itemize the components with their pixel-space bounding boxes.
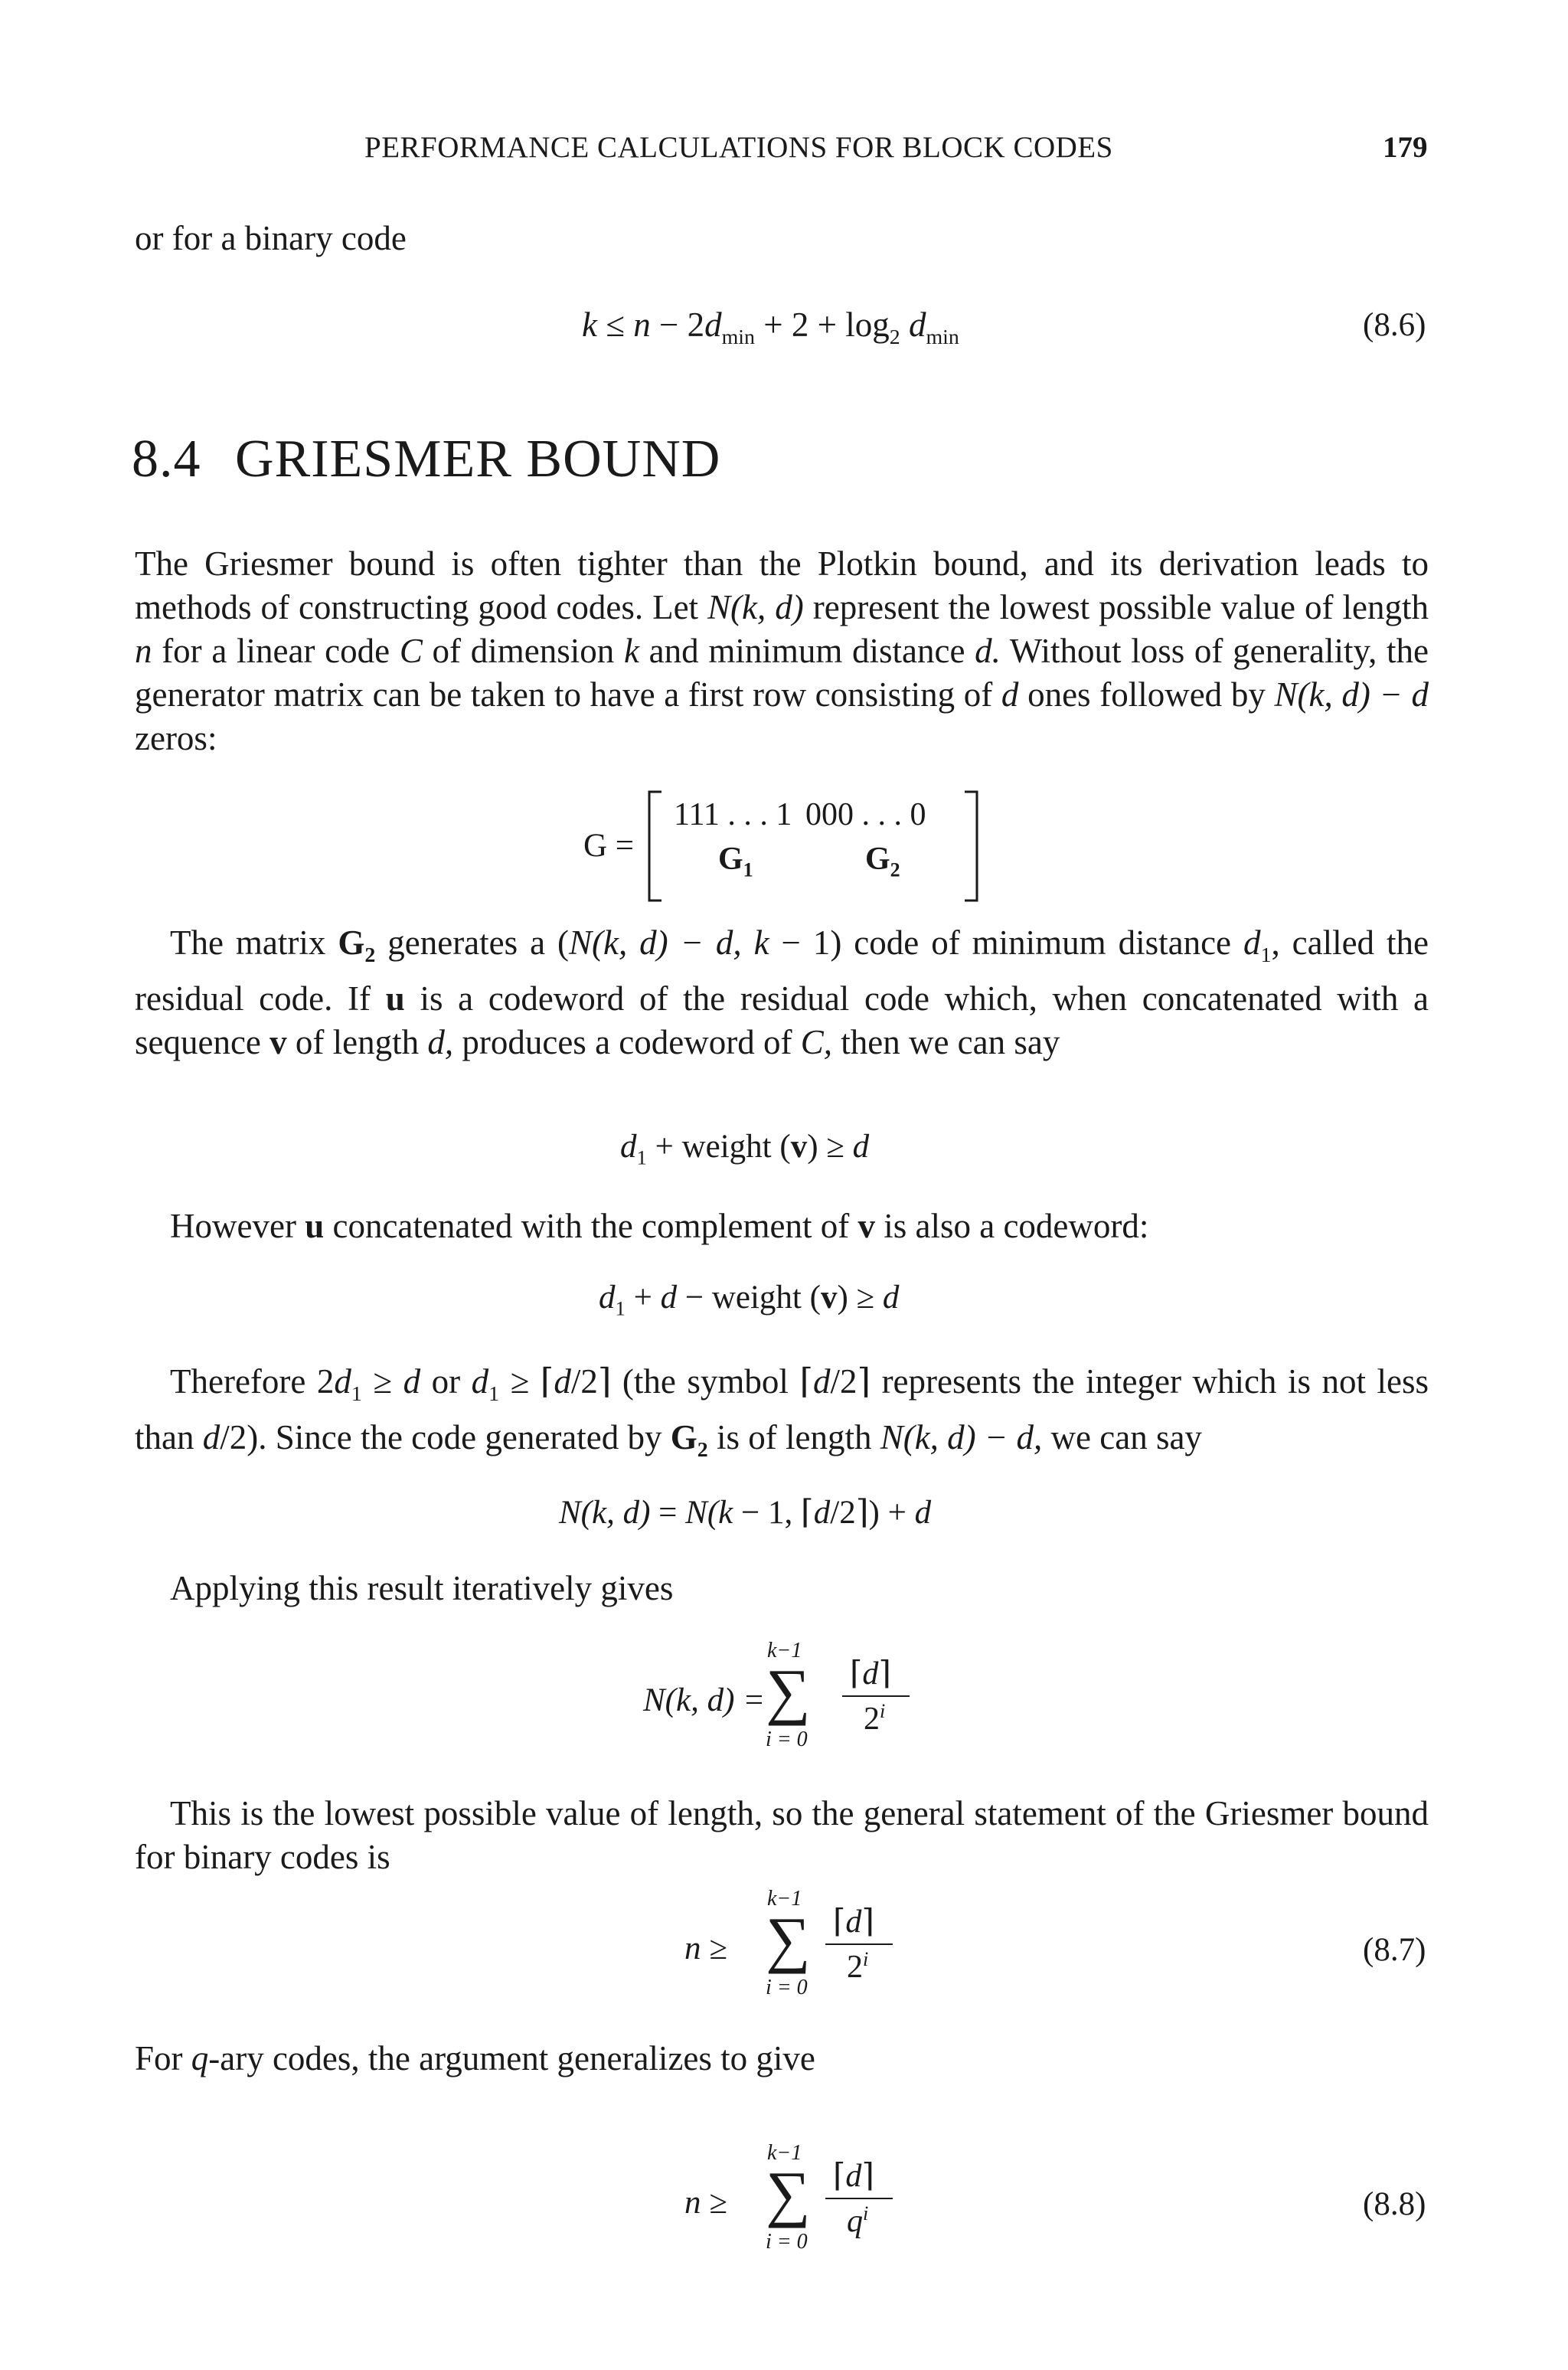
eq87-denominator: 2$^i$: [847, 1948, 869, 1985]
intro-line: or for a binary code: [135, 219, 407, 257]
fraction-bar: [842, 1695, 910, 1697]
applying-line: Applying this result iteratively gives: [170, 1569, 674, 1607]
paragraph-5: This is the lowest possible value of length, so the general statement of the Griesmer bound for binary codes is: [135, 1794, 1429, 1876]
fraction-bar: [825, 2198, 893, 2199]
fraction-bar: [825, 1943, 893, 1945]
matrix-row2-col2: $G_2$: [865, 842, 900, 881]
section-number: 8.4: [132, 430, 201, 489]
equation-number-8-7: (8.7): [1363, 1932, 1426, 1968]
running-header: PERFORMANCE CALCULATIONS FOR BLOCK CODES: [364, 131, 1113, 164]
sigma-symbol: ∑: [766, 1656, 811, 1726]
sum1-lower-limit: i = 0: [766, 1728, 808, 1751]
eq87-lhs: n ≥: [684, 1930, 727, 1966]
recurrence-equation: N(k, d) = N(k − 1, ⌈d/2⌉) + d: [559, 1495, 932, 1531]
eq87-numerator: ⌈d⌉: [833, 1904, 874, 1940]
sum1-numerator: ⌈d⌉: [850, 1656, 891, 1692]
matrix-lhs: G =: [583, 828, 635, 864]
eq88-denominator: $q^i$: [847, 2202, 869, 2239]
paragraph-3: However u concatenated with the complement of v is also a codeword:: [170, 1207, 1149, 1245]
paragraph-2: The matrix $G_2$ generates a (N(k, d) − d, k − 1) code of minimum distance $d_1$, called the residual code. If u is a codeword of the residual code which, when concatenated with a sequence v of length d, produces a codeword of C, then we can say: [135, 923, 1429, 1061]
sum1-lhs: N(k, d) =: [643, 1682, 766, 1718]
qary-line: For q-ary codes, the argument generalizes to give: [135, 2039, 815, 2077]
sum1-denominator: 2$^i$: [864, 1700, 886, 1737]
matrix-row1-col1: 111 . . . 1: [674, 797, 792, 832]
equation-number-8-6: (8.6): [1363, 307, 1426, 343]
sum1-upper-limit: k−1: [767, 1639, 802, 1662]
eq87-lower-limit: i = 0: [766, 1976, 808, 1999]
paragraph-4: Therefore $2d_1 \ge d$ or $d_1$ ≥ ⌈d/2⌉ (the symbol ⌈d/2⌉ represents the integer which is not less than d/2). Since the code generated by $G_2$ is of length N(k, d) − d, we can say: [135, 1362, 1429, 1462]
eq88-numerator: ⌈d⌉: [833, 2159, 874, 2194]
section-title: GRIESMER BOUND: [235, 430, 721, 489]
matrix-row2-col1: $G_1$: [718, 842, 753, 881]
inequality-1: $d_1$ + weight (v) ≥ d: [620, 1129, 870, 1169]
sigma-symbol: ∑: [766, 1904, 811, 1974]
eq88-upper-limit: k−1: [767, 2141, 802, 2165]
eq88-lower-limit: i = 0: [766, 2230, 808, 2254]
equation-8-6: $k \le n - 2d_{min} + 2 + \log_2 d_{min}$: [582, 306, 959, 349]
eq87-upper-limit: k−1: [767, 1887, 802, 1911]
section-heading: [132, 429, 720, 490]
matrix-row1-col2: 000 . . . 0: [805, 797, 926, 832]
inequality-2: $d_1 + d$ − weight (v) ≥ d: [599, 1280, 900, 1320]
paragraph-1: The Griesmer bound is often tighter than the Plotkin bound, and its derivation leads to methods of constructing good codes. Let N(k, d) represent the lowest possible value of length n for a linear code C of dimension k and minimum distance d. Without loss of generality, the generator matrix can be taken to have a first row consisting of d ones followed by N(k, d) − d zeros:: [135, 544, 1429, 757]
eq88-lhs: n ≥: [684, 2185, 727, 2221]
page-number: 179: [1383, 131, 1428, 164]
equation-number-8-8: (8.8): [1363, 2186, 1426, 2222]
sigma-symbol: ∑: [766, 2159, 811, 2228]
